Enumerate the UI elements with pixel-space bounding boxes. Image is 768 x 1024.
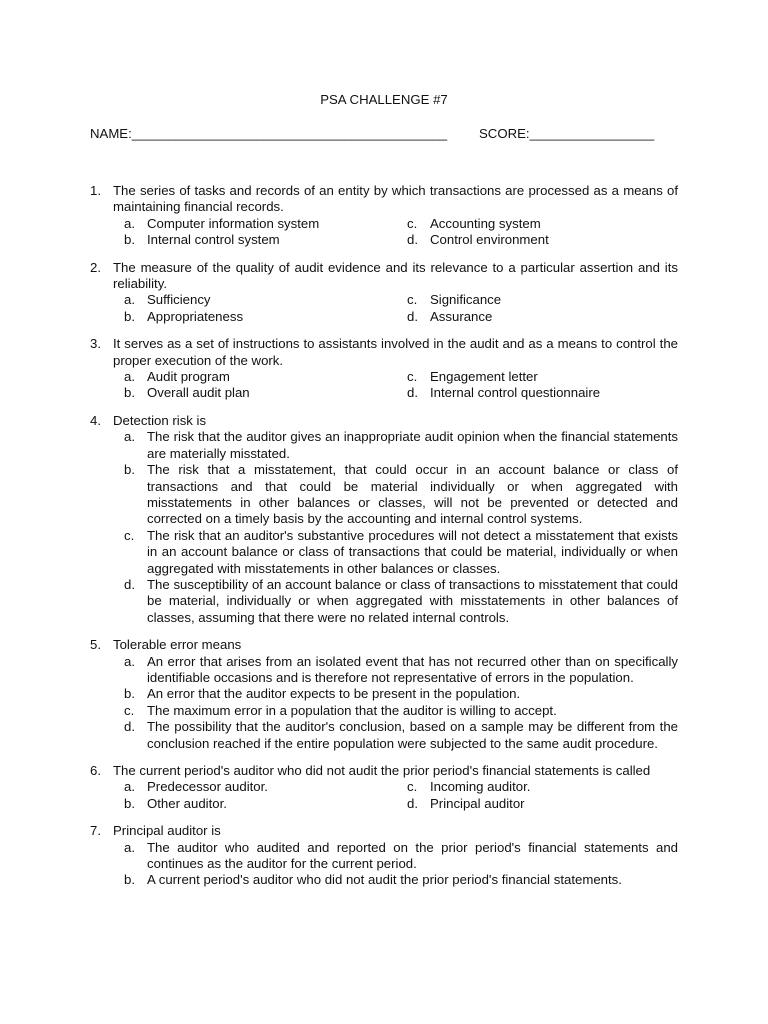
- choice-text: Incoming auditor.: [430, 779, 531, 795]
- question-number: 4.: [90, 412, 101, 428]
- choice-a: [124, 292, 407, 308]
- choice-text: Appropriateness: [147, 308, 244, 324]
- name-line: [90, 126, 447, 142]
- choice-list: [90, 216, 678, 249]
- choice-b: [124, 686, 678, 702]
- choice-text: Audit program: [147, 369, 230, 385]
- choice-c: [407, 216, 678, 232]
- choice-letter: b.: [124, 385, 135, 401]
- choice-text: A current period's auditor who did not audit the prior period's financial statements.: [147, 872, 622, 888]
- choice-a: [124, 369, 407, 385]
- question-7: [90, 823, 678, 889]
- choice-letter: d.: [407, 795, 418, 811]
- choice-text: Internal control system: [147, 232, 280, 248]
- choice-c: [124, 528, 678, 577]
- choice-letter: a.: [124, 369, 135, 385]
- choice-letter: c.: [407, 292, 418, 308]
- score-blank: _________________: [529, 126, 655, 141]
- choice-c: [407, 369, 678, 385]
- choice-text: The susceptibility of an account balance or class of transactions to misstatement that could be material, individually or when aggregated with misstatements in other balances of classes, assuming that there were no related internal controls.: [147, 576, 678, 625]
- choice-letter: a.: [124, 292, 135, 308]
- choice-text: Overall audit plan: [147, 385, 250, 401]
- question-number: 2.: [90, 259, 101, 275]
- choice-letter: c.: [407, 215, 418, 231]
- choice-letter: a.: [124, 779, 135, 795]
- choice-b: [124, 309, 407, 325]
- question-text: The series of tasks and records of an entity by which transactions are processed as a means of maintaining financial records.: [113, 183, 678, 215]
- choice-letter: d.: [124, 576, 135, 592]
- question-stem: [90, 183, 678, 216]
- choice-text: Sufficiency: [147, 292, 211, 308]
- question-stem: [90, 763, 678, 779]
- question-text: Detection risk is: [113, 412, 207, 428]
- choice-letter: d.: [407, 308, 418, 324]
- choice-letter: a.: [124, 653, 135, 669]
- question-stem: [90, 413, 678, 429]
- choice-a: [124, 429, 678, 462]
- choice-c: [407, 779, 678, 795]
- choice-a: [124, 654, 678, 687]
- choice-c: [407, 292, 678, 308]
- choice-letter: a.: [124, 215, 135, 231]
- choice-d: [407, 309, 678, 325]
- choice-d: [407, 232, 678, 248]
- choice-text: The maximum error in a population that the auditor is willing to accept.: [147, 702, 557, 718]
- name-label: NAME:: [90, 126, 132, 141]
- choice-list: [90, 429, 678, 626]
- question-number: 5.: [90, 637, 101, 653]
- question-text: Tolerable error means: [113, 637, 242, 653]
- choice-text: An error that arises from an isolated event that has not recurred other than on specifically identifiable occasions and is therefore not representative of errors in the population.: [147, 653, 678, 685]
- choice-text: The possibility that the auditor's conclusion, based on a sample may be different from the conclusion reached if the entire population were subjected to the same audit procedure.: [147, 719, 678, 751]
- choice-text: Assurance: [430, 308, 493, 324]
- choice-c: [124, 703, 678, 719]
- choice-list: [90, 292, 678, 325]
- choice-b: [124, 232, 407, 248]
- choice-list: [90, 779, 678, 812]
- question-text: The current period's auditor who did not audit the prior period's financial statements is called: [113, 763, 651, 778]
- question-text: The measure of the quality of audit evidence and its relevance to a particular assertion and its reliability.: [113, 259, 678, 292]
- page-title: PSA CHALLENGE #7: [320, 92, 448, 107]
- choice-list: [90, 840, 678, 889]
- choice-letter: c.: [407, 369, 418, 385]
- choice-text: Principal auditor: [430, 795, 525, 811]
- question-stem: [90, 260, 678, 293]
- choice-letter: d.: [407, 385, 418, 401]
- question-text: Principal auditor is: [113, 823, 221, 839]
- choice-letter: c.: [124, 702, 135, 718]
- question-number: 6.: [90, 763, 101, 778]
- choice-d: [407, 385, 678, 401]
- choice-letter: d.: [124, 719, 135, 735]
- choice-list: [90, 654, 678, 752]
- score-line: [479, 126, 654, 142]
- choice-letter: b.: [124, 686, 135, 702]
- question-text: It serves as a set of instructions to assistants involved in the audit and as a means to control the proper execution of the work.: [113, 336, 678, 368]
- choice-b: [124, 872, 678, 888]
- choice-letter: b.: [124, 872, 135, 888]
- score-label: SCORE:: [479, 126, 530, 141]
- question-2: [90, 260, 678, 326]
- name-blank: ___________________________________________: [131, 126, 448, 141]
- choice-letter: c.: [124, 527, 135, 543]
- choice-text: Control environment: [430, 232, 549, 248]
- choice-letter: a.: [124, 839, 135, 855]
- choice-text: Other auditor.: [147, 795, 227, 811]
- question-1: [90, 183, 678, 249]
- choice-a: [124, 216, 407, 232]
- choice-b: [124, 796, 407, 812]
- choice-letter: b.: [124, 795, 135, 811]
- choice-text: The risk that a misstatement, that could occur in an account balance or class of transactions and that could be material individually or when aggregated with misstatements in other balances or classes, will not be prevented or detected and corrected on a timely basis by the accounting and internal control systems.: [147, 462, 678, 527]
- choice-text: Significance: [430, 292, 502, 308]
- choice-letter: a.: [124, 429, 135, 445]
- choice-d: [124, 577, 678, 626]
- choice-a: [124, 840, 678, 873]
- question-stem: [90, 637, 678, 653]
- question-number: 7.: [90, 823, 101, 839]
- choice-letter: c.: [407, 779, 418, 795]
- choice-text: Accounting system: [430, 215, 541, 231]
- question-list: [90, 183, 678, 900]
- choice-a: [124, 779, 407, 795]
- question-6: [90, 763, 678, 812]
- choice-letter: d.: [407, 232, 418, 248]
- choice-d: [124, 719, 678, 752]
- question-stem: [90, 336, 678, 369]
- choice-text: Engagement letter: [430, 369, 538, 385]
- choice-letter: b.: [124, 232, 135, 248]
- choice-b: [124, 462, 678, 528]
- question-stem: [90, 823, 678, 839]
- question-number: 1.: [90, 183, 101, 198]
- choice-text: Internal control questionnaire: [430, 385, 601, 401]
- choice-text: The auditor who audited and reported on the prior period's financial statements and continues as the auditor for the current period.: [147, 839, 678, 872]
- question-number: 3.: [90, 336, 101, 352]
- question-4: [90, 413, 678, 626]
- choice-d: [407, 796, 678, 812]
- choice-b: [124, 385, 407, 401]
- choice-text: An error that the auditor expects to be present in the population.: [147, 686, 521, 702]
- choice-letter: b.: [124, 308, 135, 324]
- choice-text: Computer information system: [147, 215, 320, 231]
- choice-letter: b.: [124, 462, 135, 478]
- choice-text: The risk that the auditor gives an inappropriate audit opinion when the financial statements are materially misstated.: [147, 429, 678, 461]
- choice-text: Predecessor auditor.: [147, 779, 268, 795]
- question-3: [90, 336, 678, 402]
- question-5: [90, 637, 678, 752]
- choice-text: The risk that an auditor's substantive procedures will not detect a misstatement that exists in an account balance or class of transactions that could be material, individually or when aggregated with misstatements in other balances or classes.: [147, 527, 678, 576]
- choice-list: [90, 369, 678, 402]
